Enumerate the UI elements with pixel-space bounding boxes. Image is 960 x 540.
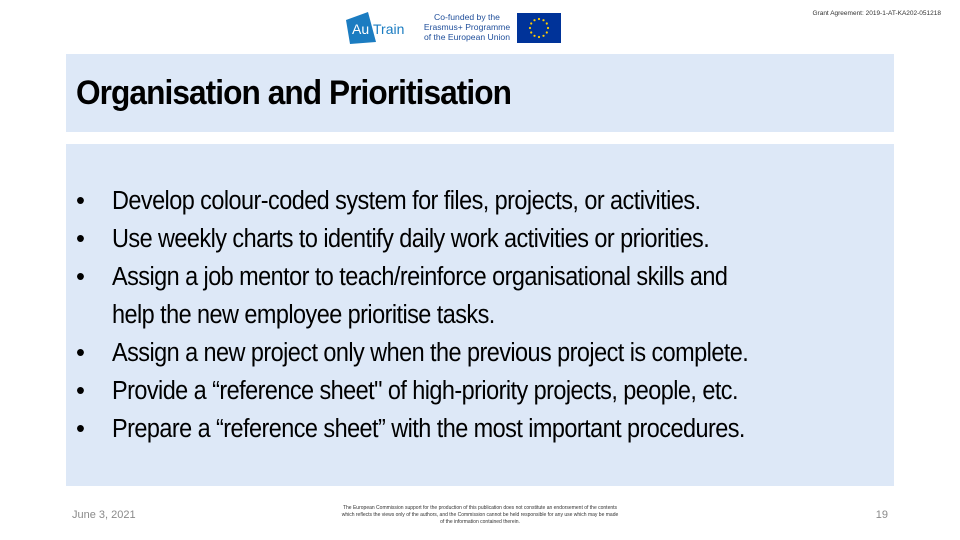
list-item (76, 410, 891, 448)
eu-star-icon (533, 19, 535, 21)
cofunded-text (421, 12, 513, 42)
list-item (76, 334, 891, 372)
footer-date: June 3, 2021 (72, 509, 136, 521)
list-item (76, 372, 891, 410)
bullet-icon: • (76, 225, 85, 253)
bullet-text-continued: help the new employee prioritise tasks. (112, 301, 495, 329)
eu-star-icon (530, 31, 532, 33)
logo-text-au: Au (352, 21, 370, 37)
eu-star-icon (542, 35, 544, 37)
list-item (76, 258, 891, 334)
bullet-text: Use weekly charts to identify daily work activities or priorities. (112, 225, 710, 253)
eu-star-icon (547, 27, 549, 29)
bullet-icon: • (76, 263, 85, 291)
bullet-text: Assign a new project only when the previous project is complete. (112, 339, 749, 367)
bullet-icon: • (76, 377, 85, 405)
cofunded-line-1: Co-funded by the (434, 12, 500, 22)
header-logo-group (346, 12, 566, 46)
content-box (66, 144, 894, 486)
bullet-text: Provide a “reference sheet" of high-priority projects, people, etc. (112, 377, 738, 405)
eu-star-icon (542, 19, 544, 21)
eu-star-icon (529, 27, 531, 29)
bullet-icon: • (76, 187, 85, 215)
bullet-text: Assign a job mentor to teach/reinforce organisational skills and (112, 263, 728, 291)
disclaimer-line-2: which reflects the views only of the authors, and the Commission cannot be held responsible for any use which may be made (341, 512, 619, 518)
list-item (76, 182, 891, 220)
eu-flag-icon (517, 13, 561, 43)
eu-star-icon (530, 22, 532, 24)
logo-text-train: Train (373, 21, 405, 37)
page-number: 19 (875, 509, 888, 521)
bullet-text: Prepare a “reference sheet” with the most important procedures. (112, 415, 745, 443)
slide-title: Organisation and Prioritisation (76, 74, 511, 112)
footer-disclaimer (320, 505, 640, 526)
eu-star-icon (533, 35, 535, 37)
grant-agreement: Grant Agreement: 2019-1-AT-KA202-051218 (812, 10, 941, 17)
eu-star-icon (538, 36, 540, 38)
cofunded-line-2: Erasmus+ Programme (423, 22, 511, 32)
disclaimer-line-3: of the information contained therein. (440, 519, 520, 525)
eu-star-icon (538, 18, 540, 20)
bullet-text: Develop colour-coded system for files, projects, or activities. (112, 187, 701, 215)
list-item (76, 220, 891, 258)
bullet-list (76, 182, 891, 448)
title-box (66, 54, 894, 132)
cofunded-line-3: of the European Union (423, 32, 510, 42)
bullet-icon: • (76, 339, 85, 367)
disclaimer-line-1: The European Commission support for the production of this publication does not constitute an endorsement of the contents (342, 505, 618, 511)
eu-star-icon (546, 31, 548, 33)
eu-star-icon (546, 22, 548, 24)
autrain-logo (346, 12, 410, 44)
bullet-icon: • (76, 415, 85, 443)
